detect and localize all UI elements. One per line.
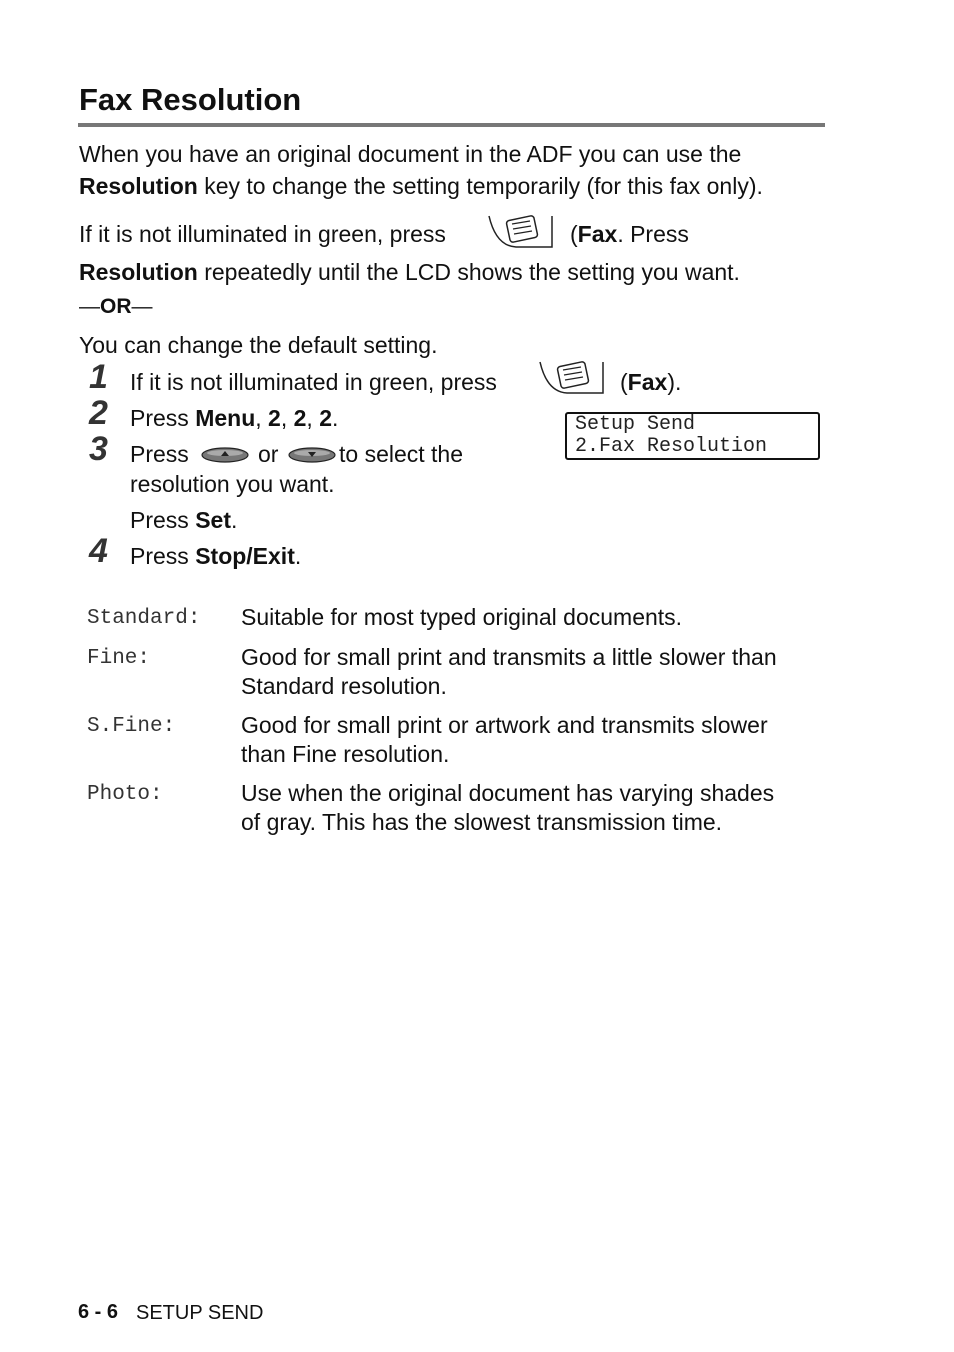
fax-key-icon	[486, 212, 558, 250]
lcd-line-2: 2.Fax Resolution	[575, 435, 768, 458]
step-2-text: Press Menu, 2, 2, 2.	[130, 405, 339, 431]
def-sfine-line-1: Good for small print or artwork and transmits slower	[241, 712, 768, 738]
section-name: SETUP SEND	[136, 1302, 264, 1324]
def-photo-line-2: of gray. This has the slowest transmission time.	[241, 809, 723, 835]
step-3-select: to select the	[339, 441, 464, 467]
step-3-or: or	[258, 441, 279, 467]
illum-line-1: If it is not illuminated in green, press	[79, 221, 446, 247]
illum-line-2: Resolution repeatedly until the LCD shows the setting you want.	[79, 259, 740, 285]
step-3-press: Press	[130, 441, 189, 467]
step-4-text: Press Stop/Exit.	[130, 543, 302, 569]
def-fine-line-1: Good for small print and transmits a little slower than	[241, 644, 777, 670]
page-title: Fax Resolution	[79, 82, 302, 117]
down-arrow-key-icon	[287, 446, 337, 464]
step-1-fax-label: (Fax).	[620, 369, 682, 395]
fax-key-icon	[537, 358, 609, 396]
term-sfine: S.Fine:	[87, 715, 176, 738]
page-number: 6 - 6	[78, 1301, 119, 1323]
step-number-1: 1	[89, 358, 108, 396]
step-number-4: 4	[89, 532, 108, 570]
resolution-key-label: Resolution	[79, 173, 198, 199]
title-rule	[78, 123, 825, 127]
step-number-3: 3	[89, 430, 108, 468]
lcd-line-1: Setup Send	[575, 413, 696, 436]
def-fine-line-2: Standard resolution.	[241, 673, 447, 699]
stop-exit-key-label: Stop/Exit	[195, 543, 295, 569]
term-fine: Fine:	[87, 647, 151, 670]
illum-fax-label: (Fax. Press	[570, 221, 689, 247]
lcd-display	[565, 412, 820, 460]
step-1-text: If it is not illuminated in green, press	[130, 369, 497, 395]
step-3-set: Press Set.	[130, 507, 238, 533]
resolution-key-label-2: Resolution	[79, 259, 198, 285]
set-key-label: Set	[195, 507, 231, 533]
up-arrow-key-icon	[200, 446, 250, 464]
menu-key-label: Menu	[195, 405, 256, 431]
def-photo-line-1: Use when the original document has varying shades	[241, 780, 775, 806]
def-standard-line-1: Suitable for most typed original documents.	[241, 604, 683, 630]
intro-line-1: When you have an original document in the ADF you can use the	[79, 141, 742, 167]
or-separator: —OR—	[79, 295, 153, 318]
step-number-2: 2	[89, 394, 108, 432]
def-sfine-line-2: than Fine resolution.	[241, 741, 450, 767]
default-setting-text: You can change the default setting.	[79, 332, 438, 358]
term-photo: Photo:	[87, 783, 163, 806]
step-3-line-2: resolution you want.	[130, 471, 335, 497]
intro-line-2: Resolution key to change the setting temporarily (for this fax only).	[79, 173, 763, 199]
term-standard: Standard:	[87, 607, 201, 630]
